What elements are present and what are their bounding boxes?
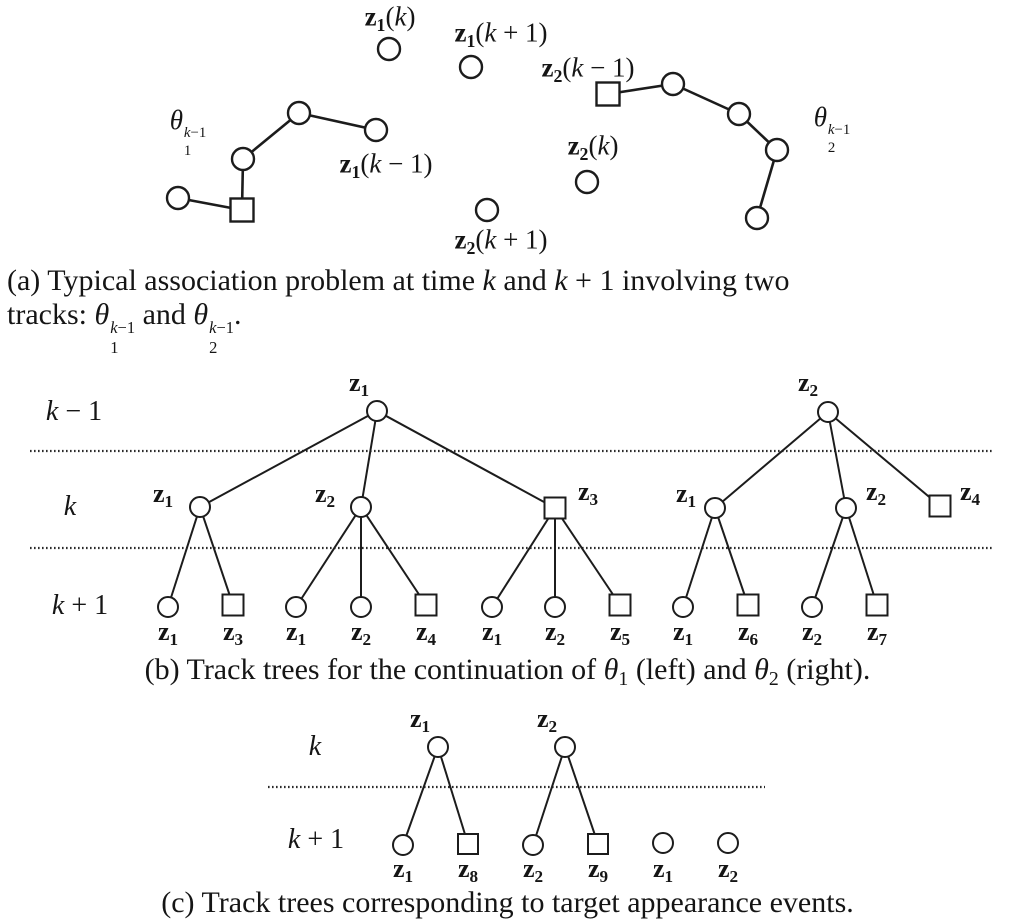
section-a-label-z2-k-plus-1: $z_2(k + 1)$ [454, 224, 548, 258]
section-c-label-appear-k1-z2-lone: $z_2$ [717, 854, 739, 887]
section-b-label-tree1-k-z1: $z_1$ [152, 479, 174, 512]
section-b-row-label-k-minus-1: k − 1 [45, 396, 103, 427]
section-b-edge-tree1-root-z1--tree1-k-z1 [200, 411, 377, 512]
circle-node-track2-node-2 [662, 73, 684, 95]
section-b-label-tree1-k1-z1c: $z_1$ [481, 617, 503, 650]
section-b-edge-tree2-k-z2--tree2-k1-z7 [846, 508, 877, 605]
circle-node-track1-node-1 [167, 187, 189, 209]
circle-node-tree1-k1-z1a [158, 597, 178, 617]
circle-node-track1-node-5 [365, 119, 387, 141]
section-b-edge-tree1-k-z2--tree1-k1-z1b [296, 507, 361, 607]
section-a-label-z2-k: $z_2(k)$ [567, 130, 619, 164]
circle-node-tree1-root-z1 [367, 401, 387, 421]
section-b-label-tree1-k1-z1a: $z_1$ [157, 617, 179, 650]
section-b-edge-tree2-k-z1--tree2-k1-z6 [715, 508, 748, 605]
circle-node-tree2-root-z2 [818, 402, 838, 422]
square-node-tree2-k1-z6 [738, 595, 759, 616]
section-b-label-tree1-k-z2: $z_2$ [314, 479, 336, 512]
circle-node-tree1-k-z2 [351, 497, 371, 517]
square-node-tree2-k-z4 [930, 496, 951, 517]
circle-node-meas-z1-k-plus-1 [460, 56, 482, 78]
caption-c: (c) Track trees corresponding to target appearance events. [161, 886, 854, 919]
section-b-label-tree1-k1-z5: $z_5$ [609, 617, 631, 650]
section-b-edge-tree1-k-z2--tree1-k1-z4 [361, 507, 426, 605]
section-c-row-label-k-plus-1: k + 1 [287, 824, 345, 855]
circle-node-tree2-k1-z2 [802, 597, 822, 617]
section-c-label-appear-root-z2: $z_2$ [536, 704, 558, 737]
circle-node-meas-z2-k [576, 171, 598, 193]
section-b-label-tree1-k1-z2b: $z_2$ [350, 617, 372, 650]
section-b-label-tree1-root: $z_1$ [348, 368, 370, 401]
section-b-label-tree1-k1-z3: $z_3$ [222, 617, 244, 650]
circle-node-track1-node-3 [232, 148, 254, 170]
circle-node-tree1-k1-z2b [351, 597, 371, 617]
section-b-edge-tree1-root-z1--tree1-k-z2 [361, 411, 377, 507]
section-b-row-label-k: k [63, 491, 77, 522]
section-b-label-tree2-k1-z1: $z_1$ [672, 617, 694, 650]
section-b-label-tree1-k-z3: $z_3$ [577, 477, 599, 510]
section-b-edge-tree1-k-z3--tree1-k1-z5 [555, 508, 620, 605]
circle-node-tree2-k-z2 [836, 498, 856, 518]
square-node-tree1-k1-z3 [223, 595, 244, 616]
section-b-edge-tree2-root-z2--tree2-k-z1 [715, 412, 828, 508]
circle-node-track2-node-5 [746, 207, 768, 229]
circle-node-track2-node-4 [766, 139, 788, 161]
section-b-label-tree2-k1-z2: $z_2$ [801, 617, 823, 650]
section-c-edge-appear-root-z1--appear-k1-z8 [438, 747, 468, 844]
square-node-appear-k1-z8 [458, 834, 478, 854]
circle-node-appear-root-z2 [555, 737, 575, 757]
circle-node-tree1-k1-z2c [545, 597, 565, 617]
caption-b: (b) Track trees for the continuation of $\theta_1$ (left) and $\theta_2$ (right). [144, 653, 871, 690]
section-c-edge-appear-root-z2--appear-k1-z2 [533, 747, 565, 845]
section-c-label-appear-k1-z1: $z_1$ [392, 854, 414, 887]
section-b-row-label-k-plus-1: k + 1 [51, 590, 109, 621]
section-b-label-tree2-k-z4: $z_4$ [959, 477, 981, 510]
circle-node-tree1-k1-z1b [286, 597, 306, 617]
circle-node-meas-z2-k-plus-1 [476, 199, 498, 221]
circle-node-tree2-k1-z1 [673, 597, 693, 617]
section-b-edge-tree2-k-z2--tree2-k1-z2 [812, 508, 846, 607]
section-a-label-z1-k-minus-1: $z_1(k - 1)$ [339, 148, 433, 182]
circle-node-tree1-k-z1 [190, 497, 210, 517]
circle-node-appear-k1-z2 [523, 835, 543, 855]
section-a-label-z1-k-plus-1: $z_1(k + 1)$ [454, 17, 548, 51]
section-b-label-tree1-k1-z4: $z_4$ [415, 617, 437, 650]
section-b-edge-tree1-k-z1--tree1-k1-z3 [200, 507, 233, 605]
section-c-label-appear-k1-z2: $z_2$ [522, 854, 544, 887]
circle-node-track2-node-3 [728, 103, 750, 125]
square-node-tree1-k1-z5 [610, 595, 631, 616]
circle-node-appear-root-z1 [428, 737, 448, 757]
circle-node-appear-k1-z1-lone [653, 833, 673, 853]
circle-node-meas-z1-k [378, 38, 400, 60]
circle-node-tree1-k1-z1c [482, 597, 502, 617]
square-node-track2-node-1 [597, 83, 620, 106]
section-c-row-label-k: k [308, 731, 322, 762]
circle-node-track1-node-4 [288, 102, 310, 124]
caption-a: (a) Typical association problem at time k and k + 1 involving two tracks: θ k−1 1 and θ k−1 2 . [7, 264, 790, 357]
section-b-edge-tree2-k-z1--tree2-k1-z1 [683, 508, 715, 607]
section-b-label-tree2-root: $z_2$ [797, 368, 819, 401]
section-a-label-z2-k-minus-1: $z_2(k - 1)$ [541, 52, 635, 86]
square-node-appear-k1-z9 [588, 834, 608, 854]
square-node-tree1-k1-z4 [416, 595, 437, 616]
section-b-label-tree1-k1-z1b: $z_1$ [285, 617, 307, 650]
circle-node-appear-k1-z1 [393, 835, 413, 855]
section-c-edge-appear-root-z1--appear-k1-z1 [403, 747, 438, 845]
section-b-label-tree1-k1-z2c: $z_2$ [544, 617, 566, 650]
section-c-label-appear-root-z1: $z_1$ [409, 704, 431, 737]
circle-node-tree2-k-z1 [705, 498, 725, 518]
section-b-label-tree2-k1-z6: $z_6$ [737, 617, 759, 650]
section-b-label-tree2-k1-z7: $z_7$ [866, 617, 888, 650]
square-node-track1-node-2 [231, 199, 254, 222]
section-b-edge-tree1-k-z3--tree1-k1-z1c [492, 508, 555, 607]
section-b-label-tree2-k-z1: $z_1$ [675, 479, 697, 512]
section-a-label-theta-1: θ k−1 1 [169, 105, 207, 159]
section-b-edge-tree1-k-z1--tree1-k1-z1a [168, 507, 200, 607]
section-c-label-appear-k1-z8: $z_8$ [457, 854, 479, 887]
section-b-edge-tree2-root-z2--tree2-k-z2 [828, 412, 846, 508]
square-node-tree1-k-z3 [545, 498, 566, 519]
section-b-label-tree2-k-z2: $z_2$ [865, 477, 887, 510]
section-b-edge-tree1-root-z1--tree1-k-z3 [377, 411, 555, 508]
section-a-label-theta-2: θ k−1 2 [813, 102, 851, 156]
section-a-label-z1-k: $z_1(k)$ [364, 1, 416, 35]
square-node-tree2-k1-z7 [867, 595, 888, 616]
section-c-label-appear-k1-z9: $z_9$ [587, 854, 609, 887]
section-c-label-appear-k1-z1-lone: $z_1$ [652, 854, 674, 887]
circle-node-appear-k1-z2-lone [718, 833, 738, 853]
section-c-edge-appear-root-z2--appear-k1-z9 [565, 747, 598, 844]
